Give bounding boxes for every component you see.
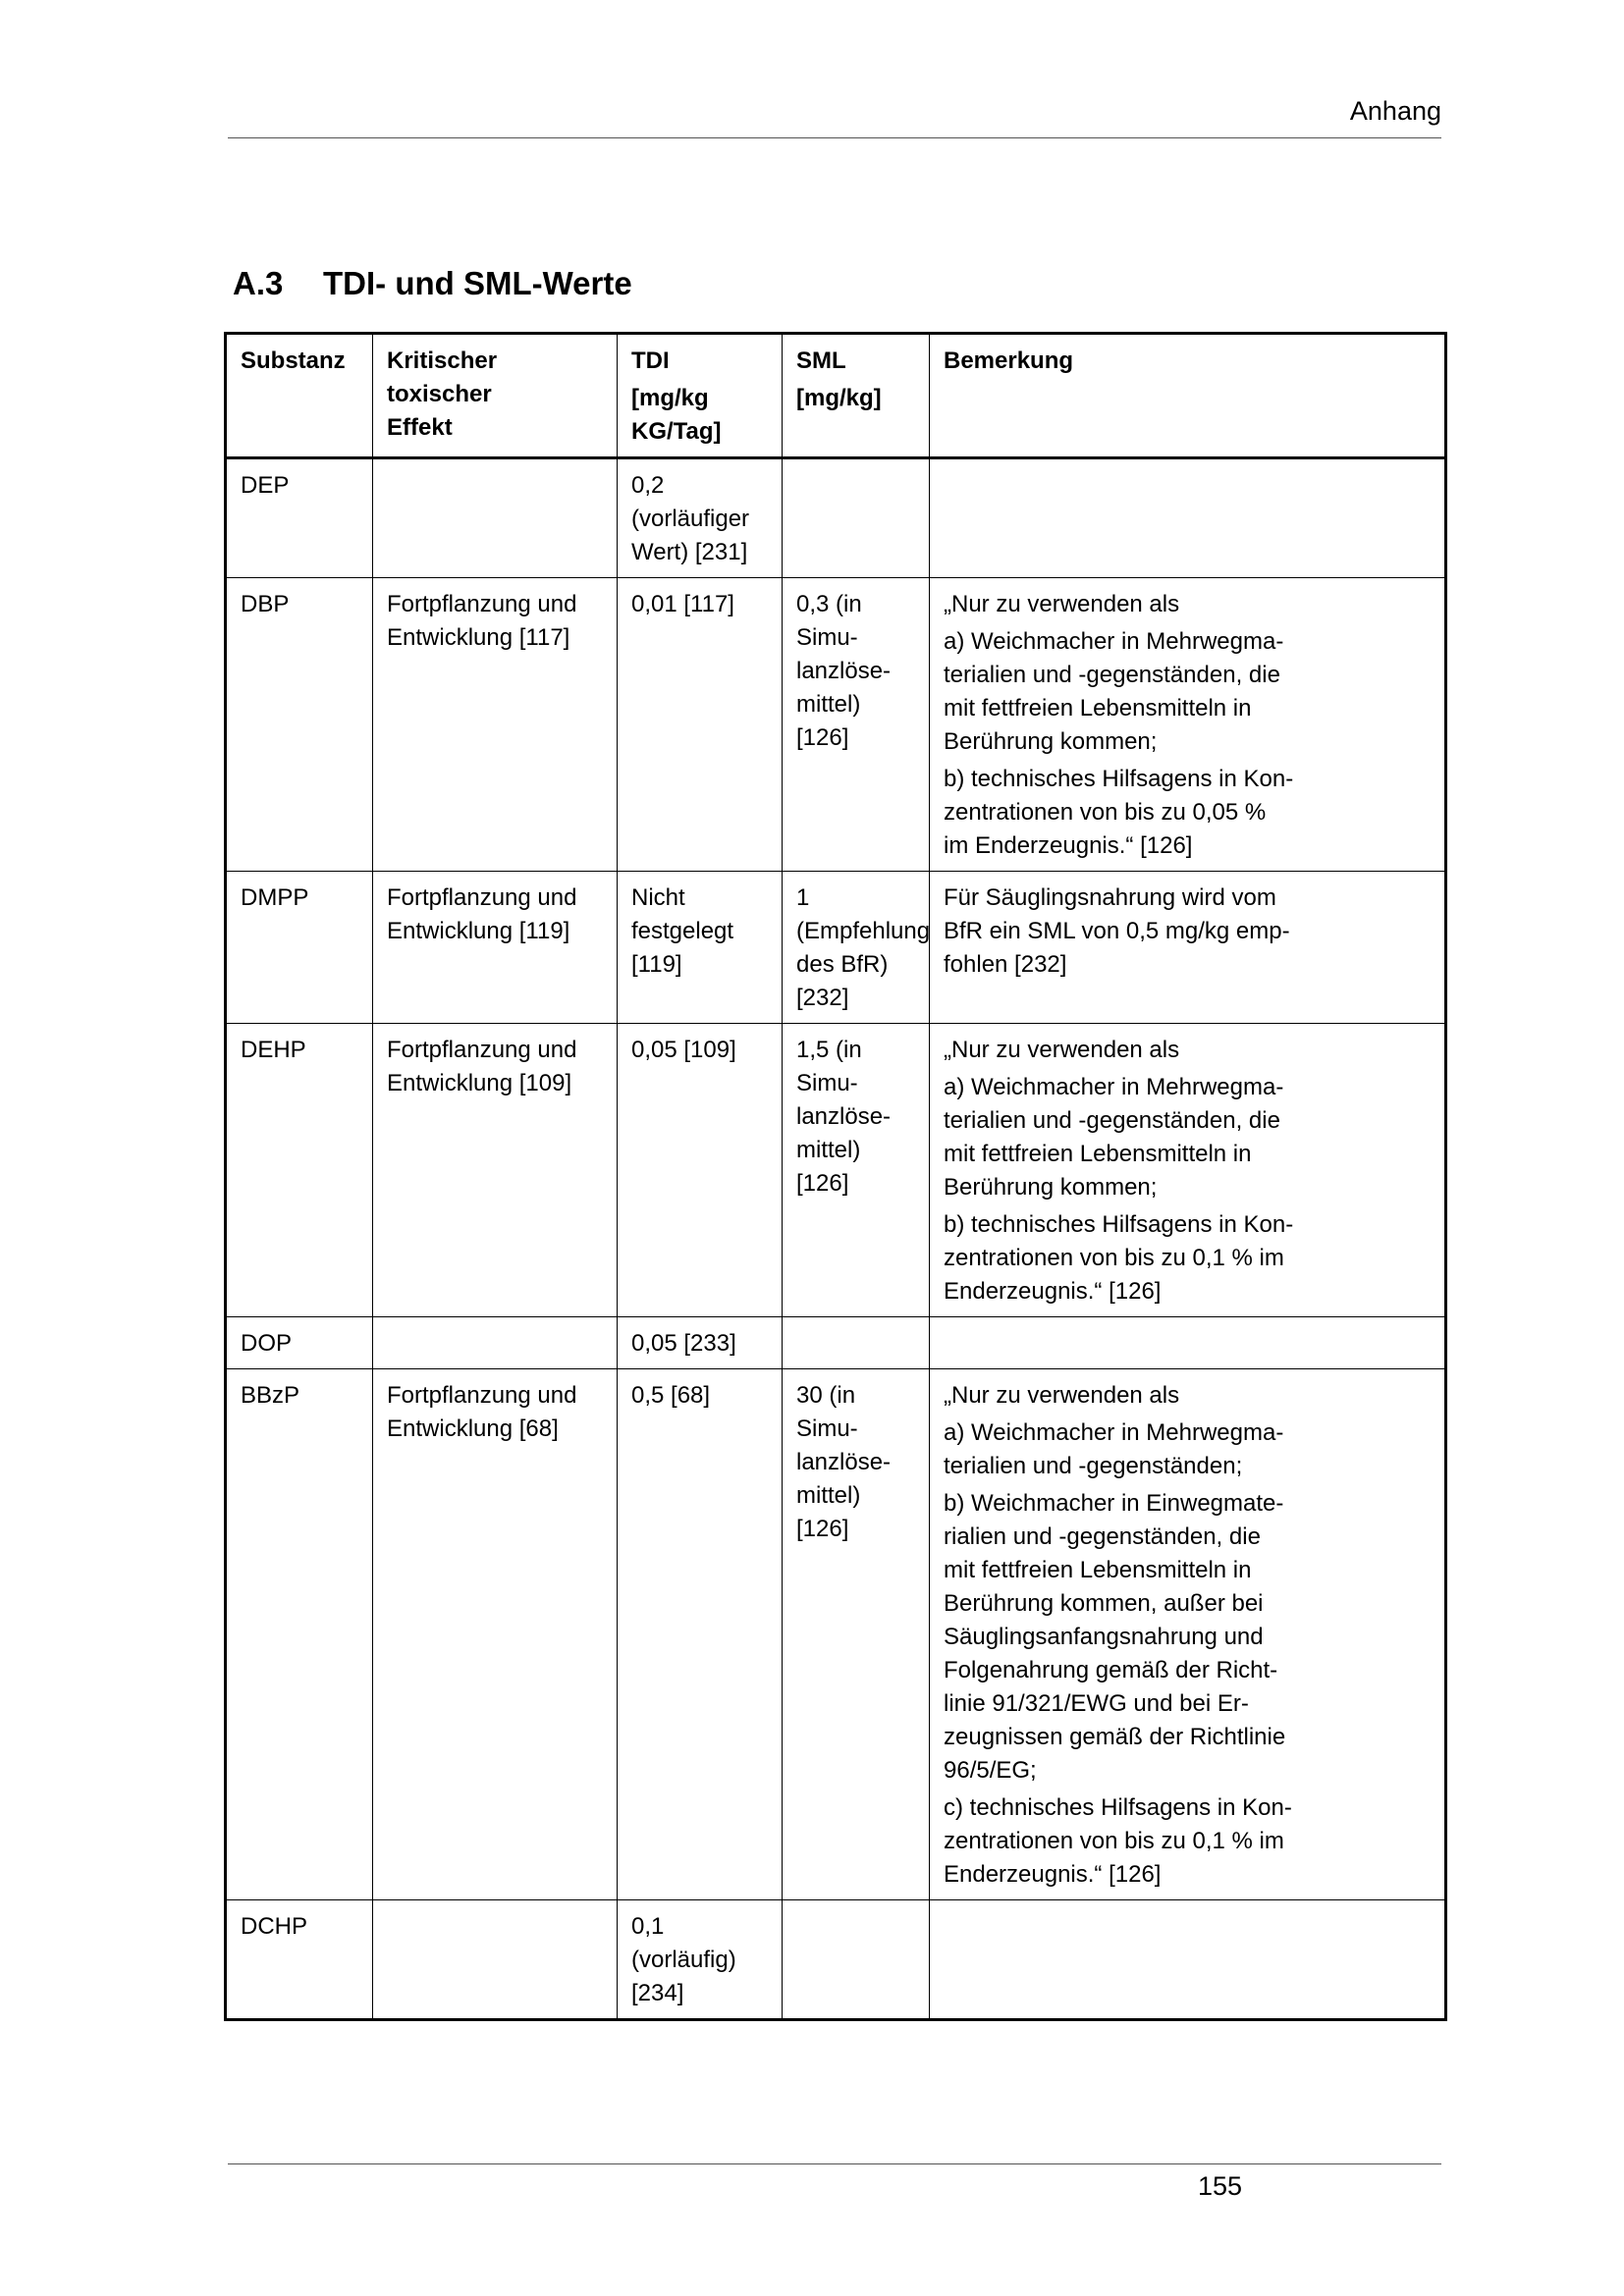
cell-tdi: 0,05 [233] (618, 1317, 783, 1369)
footer-rule (228, 2163, 1441, 2164)
cell-sml (783, 458, 930, 578)
section-number: A.3 (233, 265, 284, 301)
section-title: TDI- und SML-Werte (323, 265, 632, 301)
header-sml-label: SML (796, 347, 846, 374)
cell-bemerkung (930, 1369, 1446, 1900)
cell-tdi: 0,5 [68] (618, 1369, 783, 1900)
cell-substanz: DEP (226, 458, 373, 578)
remark-paragraph: Für Säuglingsnahrung wird vom BfR ein SML von 0,5 mg/kg emp- fohlen [232] (944, 884, 1290, 978)
cell-sml (783, 1317, 930, 1369)
cell-substanz: DCHP (226, 1900, 373, 2020)
table-row (226, 458, 1446, 578)
running-header (228, 96, 1441, 138)
remark-paragraph: „Nur zu verwenden als (944, 1037, 1180, 1063)
cell-bemerkung (930, 458, 1446, 578)
header-tdi (618, 334, 783, 458)
cell-bemerkung (930, 1317, 1446, 1369)
remark-paragraph: „Nur zu verwenden als (944, 591, 1180, 617)
cell-tdi: 0,01 [117] (618, 578, 783, 872)
cell-substanz: DMPP (226, 872, 373, 1024)
header-bemerkung: Bemerkung (930, 334, 1446, 458)
page-number: 155 (1198, 2171, 1243, 2201)
cell-substanz: DEHP (226, 1024, 373, 1317)
header-substanz: Substanz (226, 334, 373, 458)
header-sml (783, 334, 930, 458)
remark-paragraph: b) Weichmacher in Einwegmate- rialien und -gegenständen, die mit fettfreien Lebensmitteln in Berührung kommen, außer bei Säuglingsanfangsnahrung und Folgenahrung gemäß der Richt- linie 91/321/EWG und bei Er- zeugnissen gemäß der Richtlinie 96/5/EG; (944, 1490, 1286, 1784)
remark-paragraph: c) technisches Hilfsagens in Kon- zentrationen von bis zu 0,1 % im Enderzeugnis.“ [126] (944, 1794, 1292, 1888)
cell-substanz: BBzP (226, 1369, 373, 1900)
table-row (226, 872, 1446, 1024)
cell-effekt (373, 1317, 618, 1369)
remark-paragraph: „Nur zu verwenden als (944, 1382, 1180, 1409)
cell-bemerkung (930, 1024, 1446, 1317)
remark-paragraph: a) Weichmacher in Mehrwegma- terialien und -gegenständen; (944, 1419, 1284, 1479)
table-row (226, 1369, 1446, 1900)
cell-sml: 0,3 (in Simu- lanzlöse- mittel) [126] (783, 578, 930, 872)
section-heading (233, 265, 632, 302)
cell-bemerkung (930, 1900, 1446, 2020)
cell-sml: 1,5 (in Simu- lanzlöse- mittel) [126] (783, 1024, 930, 1317)
cell-effekt (373, 1900, 618, 2020)
cell-substanz: DBP (226, 578, 373, 872)
cell-effekt: Fortpflanzung und Entwicklung [68] (373, 1369, 618, 1900)
cell-tdi: 0,2 (vorläufiger Wert) [231] (618, 458, 783, 578)
remark-paragraph: a) Weichmacher in Mehrwegma- terialien und -gegenständen, die mit fettfreien Lebensmitteln in Berührung kommen; (944, 628, 1284, 755)
cell-effekt: Fortpflanzung und Entwicklung [109] (373, 1024, 618, 1317)
cell-effekt (373, 458, 618, 578)
cell-sml (783, 1900, 930, 2020)
header-tdi-unit: [mg/kg KG/Tag] (631, 385, 722, 445)
header-sml-unit: [mg/kg] (796, 385, 882, 411)
cell-substanz: DOP (226, 1317, 373, 1369)
cell-tdi: 0,05 [109] (618, 1024, 783, 1317)
cell-effekt: Fortpflanzung und Entwicklung [119] (373, 872, 618, 1024)
cell-sml: 30 (in Simu- lanzlöse- mittel) [126] (783, 1369, 930, 1900)
cell-sml: 1 (Empfehlung des BfR) [232] (783, 872, 930, 1024)
running-title: Anhang (1349, 96, 1441, 126)
cell-bemerkung (930, 578, 1446, 872)
remark-paragraph: a) Weichmacher in Mehrwegma- terialien und -gegenständen, die mit fettfreien Lebensmitteln in Berührung kommen; (944, 1074, 1284, 1201)
remark-paragraph: b) technisches Hilfsagens in Kon- zentrationen von bis zu 0,05 % im Enderzeugnis.“ [126] (944, 766, 1294, 859)
table-row (226, 1317, 1446, 1369)
header-effekt: Kritischer toxischer Effekt (373, 334, 618, 458)
table-row (226, 1900, 1446, 2020)
cell-bemerkung (930, 872, 1446, 1024)
table-row (226, 1024, 1446, 1317)
cell-tdi: 0,1 (vorläufig) [234] (618, 1900, 783, 2020)
tdi-sml-table (224, 332, 1447, 2021)
table-row (226, 578, 1446, 872)
cell-tdi: Nicht festgelegt [119] (618, 872, 783, 1024)
table-header-row (226, 334, 1446, 458)
header-tdi-label: TDI (631, 347, 670, 374)
remark-paragraph: b) technisches Hilfsagens in Kon- zentrationen von bis zu 0,1 % im Enderzeugnis.“ [126] (944, 1211, 1294, 1305)
cell-effekt: Fortpflanzung und Entwicklung [117] (373, 578, 618, 872)
